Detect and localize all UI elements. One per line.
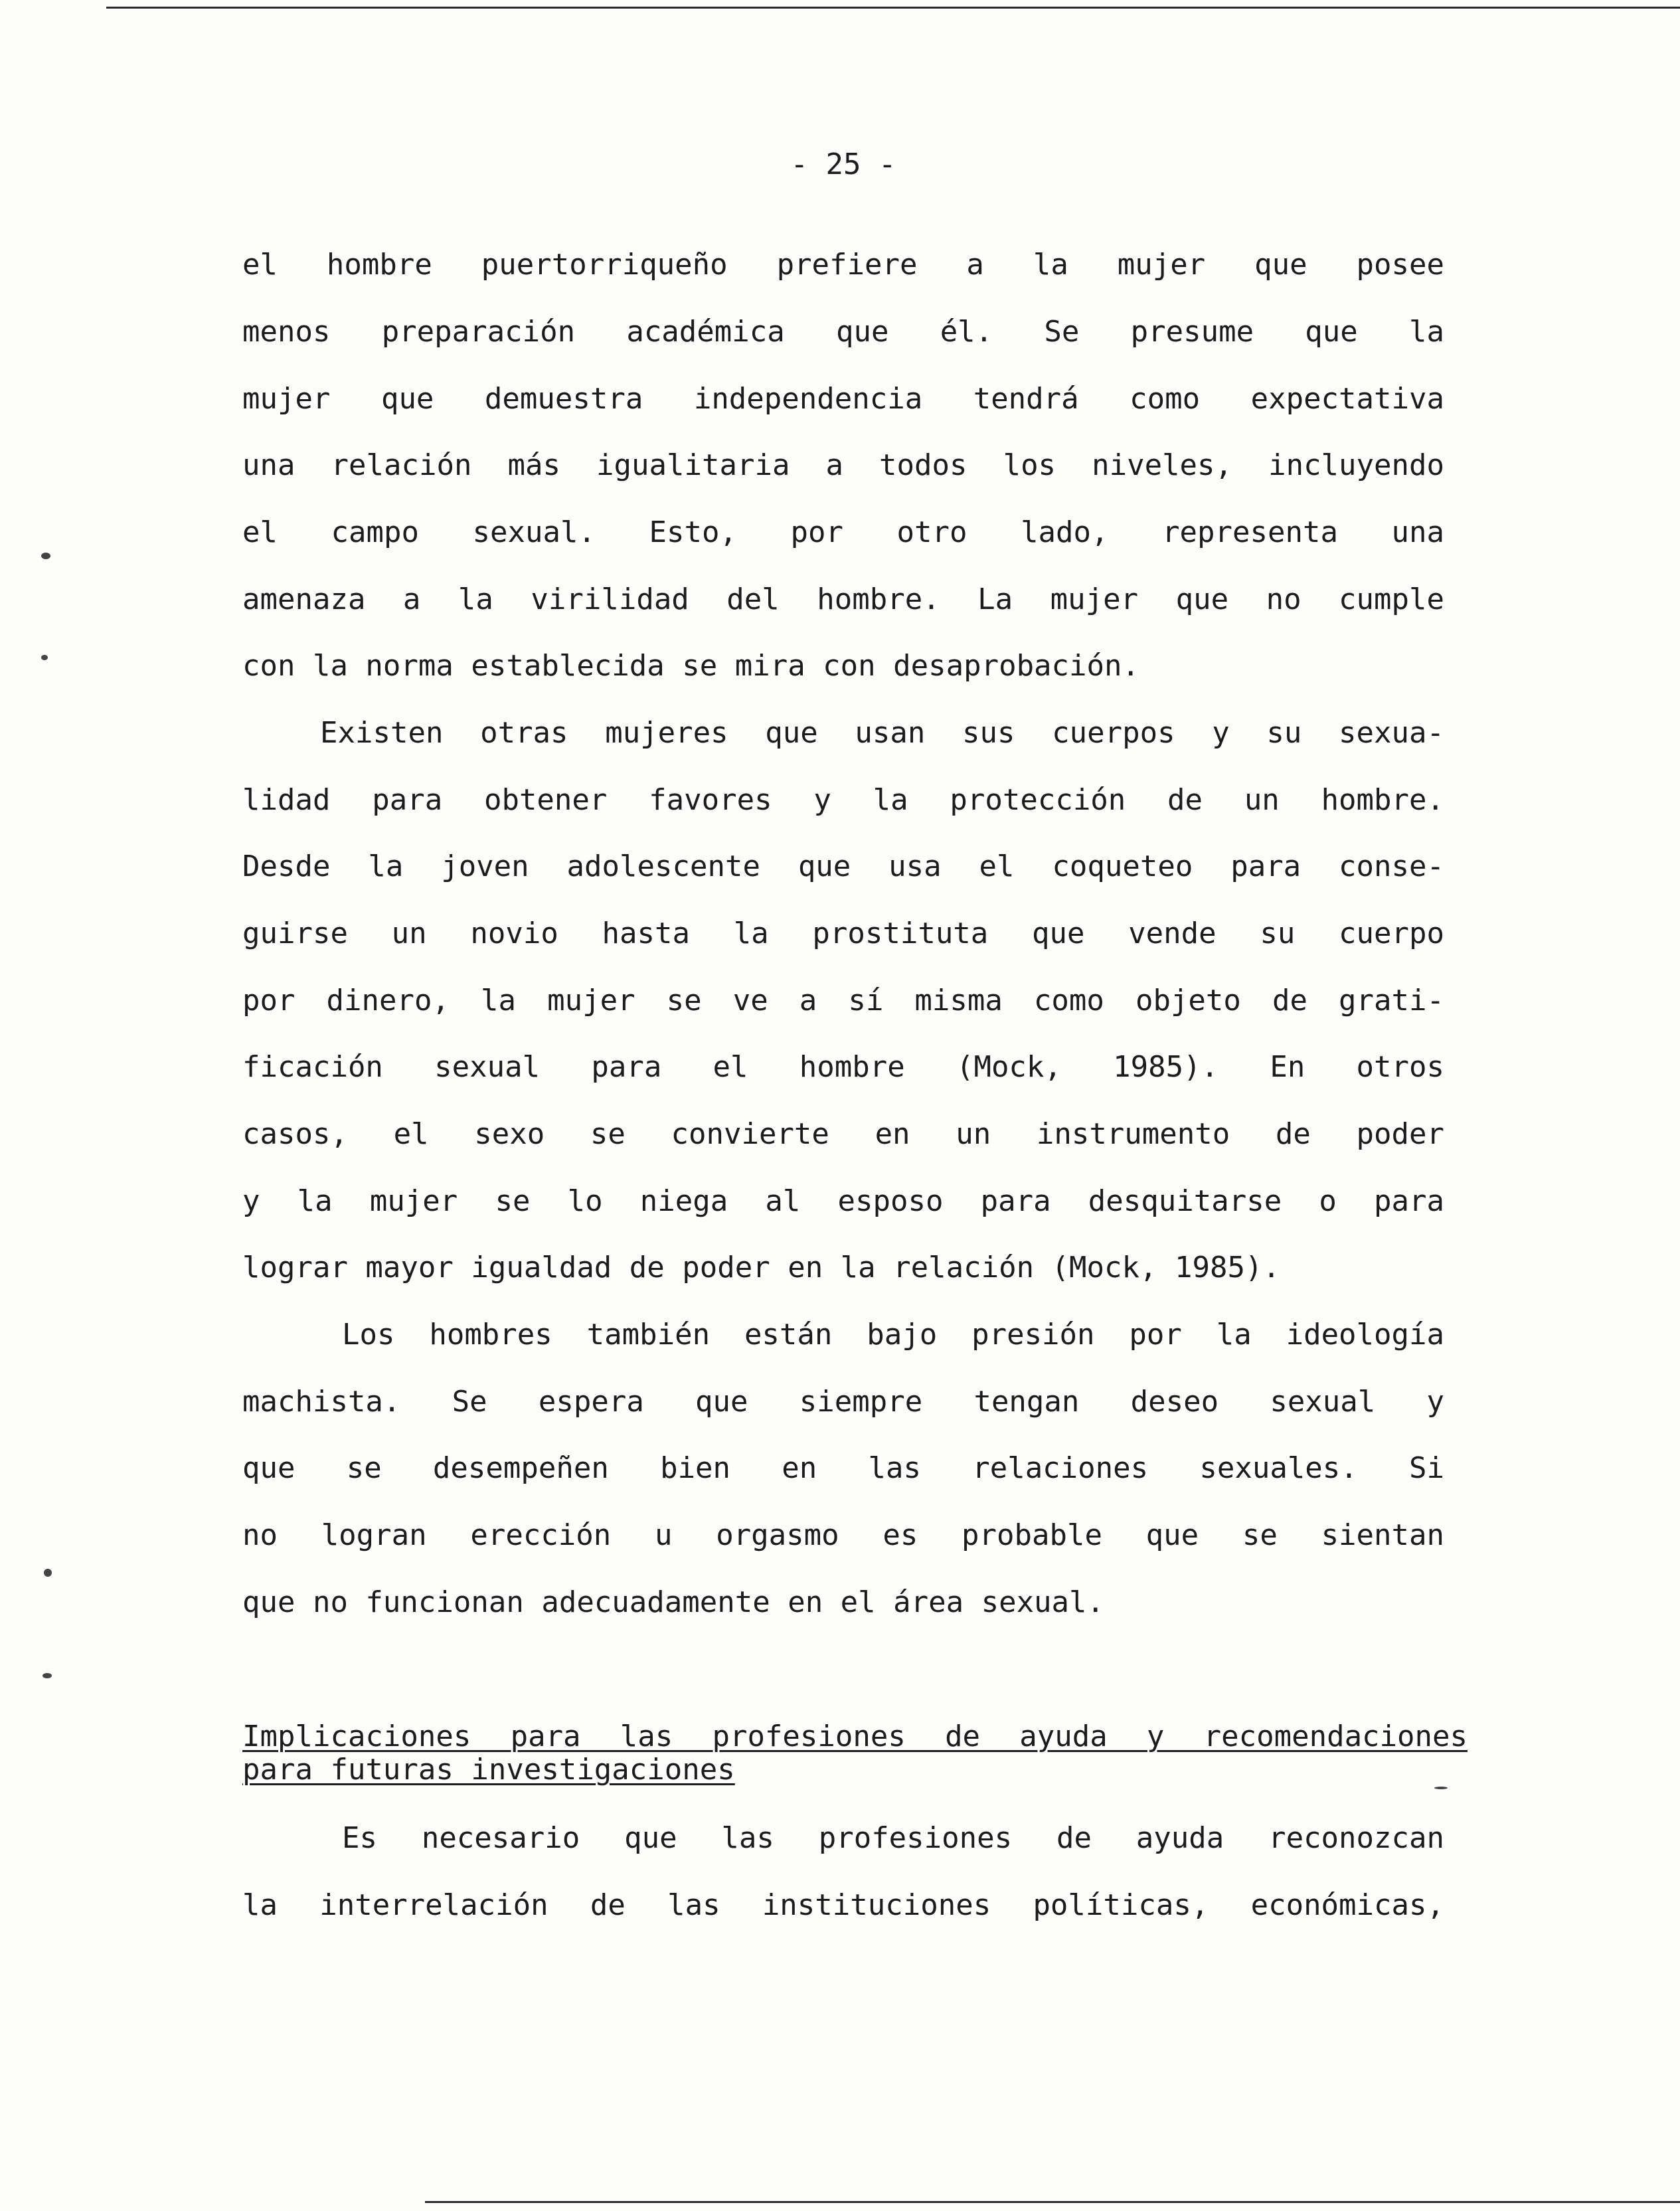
text-line: menos preparación académica que él. Se presume que la xyxy=(242,315,1444,349)
text-line: casos, el sexo se convierte en un instrumento de poder xyxy=(242,1117,1444,1151)
bottom-scan-edge xyxy=(425,2201,1680,2203)
heading-line: Implicaciones para las profesiones de ayuda y recomendaciones xyxy=(242,1720,1468,1753)
text-line: el hombre puertorriqueño prefiere a la mujer que posee xyxy=(242,248,1444,282)
text-line: Es necesario que las profesiones de ayuda reconozcan xyxy=(342,1821,1444,1855)
text-line: amenaza a la virilidad del hombre. La mujer que no cumple xyxy=(242,582,1444,616)
scan-speck xyxy=(42,1673,52,1678)
heading-line: para futuras investigaciones xyxy=(242,1753,735,1787)
text-line: con la norma establecida se mira con desaprobación. xyxy=(242,649,1140,683)
text-line: el campo sexual. Esto, por otro lado, representa una xyxy=(242,515,1444,549)
text-line: no logran erección u orgasmo es probable que se sientan xyxy=(242,1518,1444,1552)
text-line: la interrelación de las instituciones políticas, económicas, xyxy=(242,1888,1444,1922)
scan-speck xyxy=(44,1569,52,1577)
text-line: que no funcionan adecuadamente en el área sexual. xyxy=(242,1585,1105,1619)
text-line: ficación sexual para el hombre (Mock, 1985). En otros xyxy=(242,1050,1444,1084)
text-line: por dinero, la mujer se ve a sí misma como objeto de grati- xyxy=(242,984,1444,1017)
text-line: y la mujer se lo niega al esposo para desquitarse o para xyxy=(242,1184,1444,1218)
text-line: Existen otras mujeres que usan sus cuerpos y su sexua- xyxy=(320,716,1444,750)
page-number: - 25 - xyxy=(790,147,896,181)
text-line: lidad para obtener favores y la protección de un hombre. xyxy=(242,783,1444,817)
text-line: guirse un novio hasta la prostituta que vende su cuerpo xyxy=(242,917,1444,950)
text-line: machista. Se espera que siempre tengan deseo sexual y xyxy=(242,1385,1444,1419)
text-line: Desde la joven adolescente que usa el coqueteo para conse- xyxy=(242,849,1444,883)
scan-speck xyxy=(41,553,50,559)
text-line: una relación más igualitaria a todos los niveles, incluyendo xyxy=(242,448,1444,482)
text-line: que se desempeñen bien en las relaciones sexuales. Si xyxy=(242,1451,1444,1485)
scan-speck xyxy=(1434,1787,1448,1789)
text-line: lograr mayor igualdad de poder en la relación (Mock, 1985). xyxy=(242,1251,1280,1284)
top-scan-edge xyxy=(106,7,1680,9)
text-line: mujer que demuestra independencia tendrá como expectativa xyxy=(242,382,1444,416)
text-line: Los hombres también están bajo presión por la ideología xyxy=(342,1318,1444,1352)
scan-speck xyxy=(41,655,48,660)
